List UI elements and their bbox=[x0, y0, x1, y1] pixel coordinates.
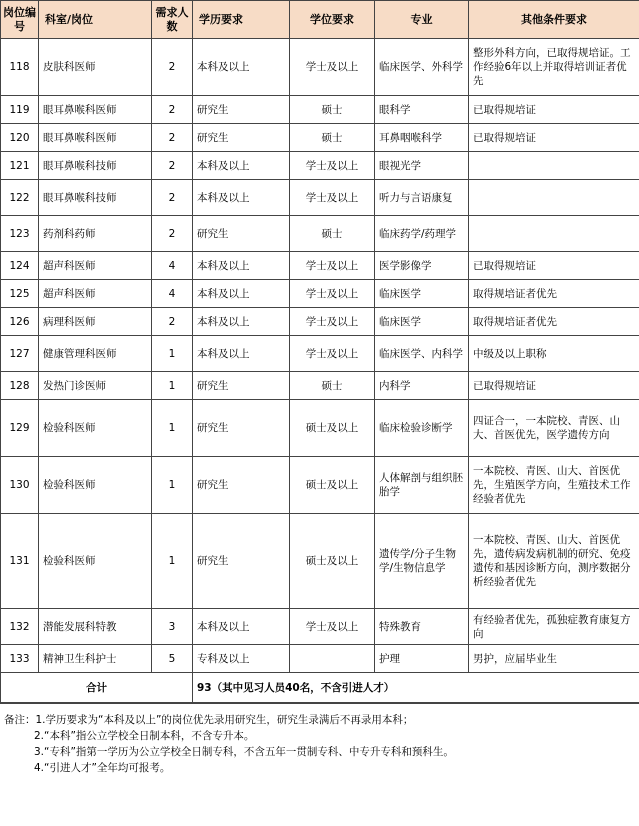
cell-count: 2 bbox=[152, 39, 193, 96]
cell-education: 研究生 bbox=[193, 372, 290, 400]
cell-other: 中级及以上职称 bbox=[469, 336, 639, 372]
header-major: 专业 bbox=[375, 1, 469, 39]
table-row bbox=[1, 372, 639, 400]
cell-degree: 学士及以上 bbox=[290, 180, 375, 216]
cell-dept: 皮肤科医师 bbox=[39, 39, 152, 96]
cell-count: 1 bbox=[152, 457, 193, 514]
cell-count: 1 bbox=[152, 514, 193, 609]
cell-dept: 眼耳鼻喉科技师 bbox=[39, 180, 152, 216]
header-id: 岗位编号 bbox=[1, 1, 39, 39]
table-row bbox=[1, 39, 639, 96]
cell-degree: 学士及以上 bbox=[290, 252, 375, 280]
cell-degree: 学士及以上 bbox=[290, 39, 375, 96]
table-row bbox=[1, 645, 639, 673]
table-row bbox=[1, 280, 639, 308]
cell-degree: 学士及以上 bbox=[290, 308, 375, 336]
header-row bbox=[1, 1, 639, 39]
note-line: 备注：1.学历要求为“本科及以上”的岗位优先录用研究生，研究生录满后不再录用本科； bbox=[4, 714, 414, 726]
cell-count: 2 bbox=[152, 308, 193, 336]
cell-count: 2 bbox=[152, 96, 193, 124]
cell-major: 临床医学 bbox=[375, 308, 469, 336]
cell-major: 临床药学/药理学 bbox=[375, 216, 469, 252]
cell-count: 1 bbox=[152, 336, 193, 372]
cell-dept: 发热门诊医师 bbox=[39, 372, 152, 400]
cell-education: 本科及以上 bbox=[193, 252, 290, 280]
cell-other: 已取得规培证 bbox=[469, 372, 639, 400]
cell-dept: 检验科医师 bbox=[39, 514, 152, 609]
cell-count: 4 bbox=[152, 252, 193, 280]
cell-dept: 药剂科药师 bbox=[39, 216, 152, 252]
cell-major: 医学影像学 bbox=[375, 252, 469, 280]
summary-label: 合计 bbox=[1, 673, 193, 703]
cell-other: 取得规培证者优先 bbox=[469, 280, 639, 308]
table-row bbox=[1, 216, 639, 252]
header-count: 需求人数 bbox=[152, 1, 193, 39]
table-row bbox=[1, 180, 639, 216]
cell-other: 有经验者优先，孤独症教育康复方向 bbox=[469, 609, 639, 645]
cell-count: 2 bbox=[152, 216, 193, 252]
cell-education: 本科及以上 bbox=[193, 308, 290, 336]
cell-other: 已取得规培证 bbox=[469, 252, 639, 280]
cell-id: 129 bbox=[1, 400, 39, 457]
cell-major: 临床医学、内科学 bbox=[375, 336, 469, 372]
cell-degree: 学士及以上 bbox=[290, 152, 375, 180]
cell-other: 整形外科方向，已取得规培证。工作经验6年以上并取得培训证者优先 bbox=[469, 39, 639, 96]
cell-id: 118 bbox=[1, 39, 39, 96]
summary-row bbox=[1, 673, 639, 703]
table-row bbox=[1, 400, 639, 457]
table-row bbox=[1, 152, 639, 180]
cell-count: 2 bbox=[152, 152, 193, 180]
cell-education: 研究生 bbox=[193, 457, 290, 514]
cell-id: 119 bbox=[1, 96, 39, 124]
cell-degree: 学士及以上 bbox=[290, 609, 375, 645]
cell-major: 临床检验诊断学 bbox=[375, 400, 469, 457]
note-line: 4.“引进人才”全年均可报考。 bbox=[34, 762, 171, 774]
cell-degree bbox=[290, 645, 375, 673]
cell-degree: 硕士 bbox=[290, 216, 375, 252]
cell-degree: 硕士及以上 bbox=[290, 400, 375, 457]
cell-other: 男护，应届毕业生 bbox=[469, 645, 639, 673]
cell-education: 研究生 bbox=[193, 514, 290, 609]
cell-count: 3 bbox=[152, 609, 193, 645]
cell-count: 2 bbox=[152, 124, 193, 152]
cell-count: 5 bbox=[152, 645, 193, 673]
cell-dept: 超声科医师 bbox=[39, 280, 152, 308]
cell-dept: 眼耳鼻喉科医师 bbox=[39, 124, 152, 152]
header-degree: 学位要求 bbox=[290, 1, 375, 39]
cell-major: 特殊教育 bbox=[375, 609, 469, 645]
cell-dept: 检验科医师 bbox=[39, 400, 152, 457]
cell-id: 124 bbox=[1, 252, 39, 280]
note-line: 3.“专科”指第一学历为公立学校全日制专科，不含五年一贯制专科、中专升专科和预科生。 bbox=[34, 746, 454, 758]
cell-other: 一本院校、青医、山大、首医优先，生殖医学方向，生殖技术工作经验者优先 bbox=[469, 457, 639, 514]
cell-major: 护理 bbox=[375, 645, 469, 673]
table-body bbox=[1, 39, 639, 673]
header-education: 学历要求 bbox=[193, 1, 290, 39]
table-row bbox=[1, 124, 639, 152]
cell-other: 一本院校、青医、山大、首医优先，遗传病发病机制的研究、免疫遗传和基因诊断方向，测序数据分析经验者优先 bbox=[469, 514, 639, 609]
cell-degree: 学士及以上 bbox=[290, 280, 375, 308]
cell-other bbox=[469, 152, 639, 180]
summary-value: 93（其中见习人员40名，不含引进人才） bbox=[193, 673, 639, 703]
cell-major: 听力与言语康复 bbox=[375, 180, 469, 216]
cell-education: 专科及以上 bbox=[193, 645, 290, 673]
cell-major: 耳鼻咽喉科学 bbox=[375, 124, 469, 152]
cell-degree: 学士及以上 bbox=[290, 336, 375, 372]
cell-dept: 潜能发展科特教 bbox=[39, 609, 152, 645]
cell-education: 研究生 bbox=[193, 400, 290, 457]
cell-count: 2 bbox=[152, 180, 193, 216]
cell-education: 本科及以上 bbox=[193, 280, 290, 308]
table-row bbox=[1, 514, 639, 609]
cell-dept: 健康管理科医师 bbox=[39, 336, 152, 372]
cell-major: 人体解剖与组织胚胎学 bbox=[375, 457, 469, 514]
cell-id: 132 bbox=[1, 609, 39, 645]
cell-id: 126 bbox=[1, 308, 39, 336]
note-line: 2.“本科”指公立学校全日制本科，不含专升本。 bbox=[34, 730, 255, 742]
cell-dept: 超声科医师 bbox=[39, 252, 152, 280]
cell-other: 已取得规培证 bbox=[469, 96, 639, 124]
cell-id: 131 bbox=[1, 514, 39, 609]
cell-major: 内科学 bbox=[375, 372, 469, 400]
table-row bbox=[1, 96, 639, 124]
cell-major: 临床医学、外科学 bbox=[375, 39, 469, 96]
cell-education: 本科及以上 bbox=[193, 39, 290, 96]
cell-id: 123 bbox=[1, 216, 39, 252]
cell-id: 122 bbox=[1, 180, 39, 216]
cell-major: 遗传学/分子生物学/生物信息学 bbox=[375, 514, 469, 609]
cell-dept: 检验科医师 bbox=[39, 457, 152, 514]
cell-id: 128 bbox=[1, 372, 39, 400]
table-row bbox=[1, 336, 639, 372]
cell-id: 130 bbox=[1, 457, 39, 514]
cell-id: 127 bbox=[1, 336, 39, 372]
cell-degree: 硕士 bbox=[290, 96, 375, 124]
cell-education: 研究生 bbox=[193, 124, 290, 152]
table-row bbox=[1, 609, 639, 645]
cell-major: 临床医学 bbox=[375, 280, 469, 308]
cell-id: 120 bbox=[1, 124, 39, 152]
cell-major: 眼视光学 bbox=[375, 152, 469, 180]
table-row bbox=[1, 308, 639, 336]
cell-other: 取得规培证者优先 bbox=[469, 308, 639, 336]
cell-dept: 精神卫生科护士 bbox=[39, 645, 152, 673]
table-row bbox=[1, 457, 639, 514]
cell-id: 133 bbox=[1, 645, 39, 673]
cell-id: 125 bbox=[1, 280, 39, 308]
cell-education: 本科及以上 bbox=[193, 609, 290, 645]
cell-degree: 硕士及以上 bbox=[290, 457, 375, 514]
cell-other bbox=[469, 216, 639, 252]
cell-id: 121 bbox=[1, 152, 39, 180]
cell-dept: 眼耳鼻喉科技师 bbox=[39, 152, 152, 180]
cell-other: 已取得规培证 bbox=[469, 124, 639, 152]
cell-count: 1 bbox=[152, 372, 193, 400]
cell-degree: 硕士 bbox=[290, 372, 375, 400]
cell-education: 研究生 bbox=[193, 96, 290, 124]
cell-degree: 硕士 bbox=[290, 124, 375, 152]
notes-block bbox=[0, 703, 639, 782]
table-row bbox=[1, 252, 639, 280]
header-other: 其他条件要求 bbox=[469, 1, 639, 39]
cell-other bbox=[469, 180, 639, 216]
header-dept: 科室/岗位 bbox=[39, 1, 152, 39]
cell-degree: 硕士及以上 bbox=[290, 514, 375, 609]
cell-education: 本科及以上 bbox=[193, 336, 290, 372]
cell-education: 本科及以上 bbox=[193, 180, 290, 216]
cell-other: 四证合一，一本院校、青医、山大、首医优先，医学遗传方向 bbox=[469, 400, 639, 457]
cell-education: 研究生 bbox=[193, 216, 290, 252]
cell-dept: 病理科医师 bbox=[39, 308, 152, 336]
cell-education: 本科及以上 bbox=[193, 152, 290, 180]
cell-count: 1 bbox=[152, 400, 193, 457]
cell-major: 眼科学 bbox=[375, 96, 469, 124]
cell-count: 4 bbox=[152, 280, 193, 308]
cell-dept: 眼耳鼻喉科医师 bbox=[39, 96, 152, 124]
